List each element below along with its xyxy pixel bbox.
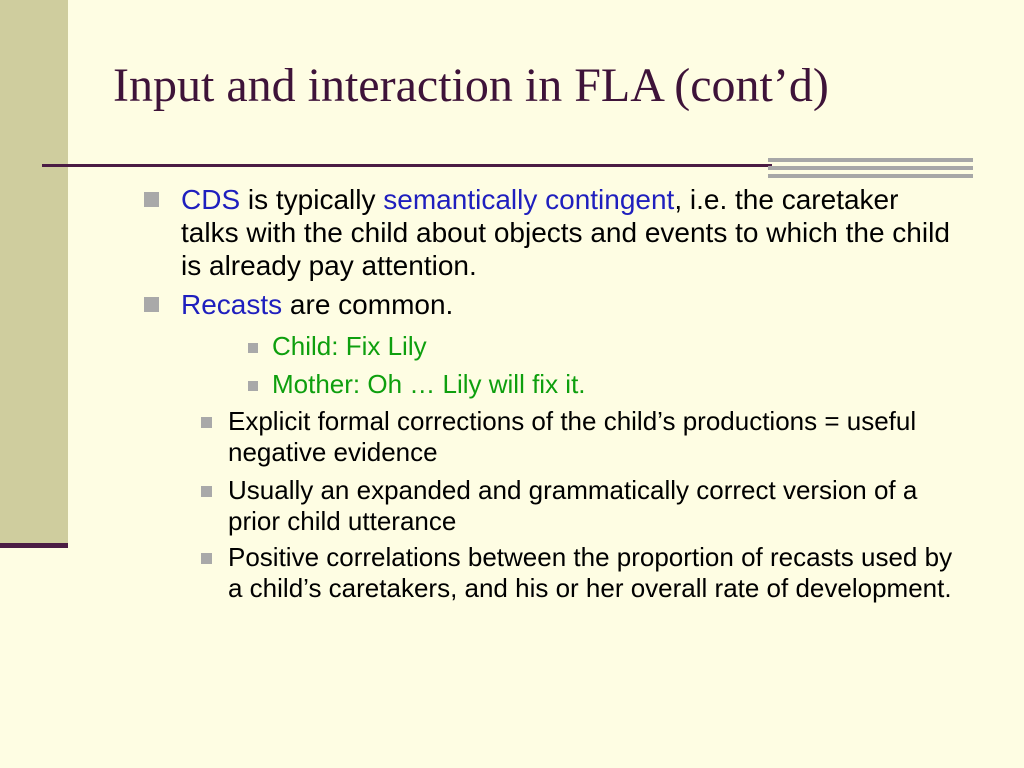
square-bullet-icon [248, 343, 258, 353]
term-semantically-contingent: semantically contingent [383, 184, 675, 215]
sub-bullet-text: Positive correlations between the proportion of recasts used by a child’s caretakers, and his or her overall rate of development. [228, 542, 953, 603]
square-bullet-icon [201, 553, 212, 564]
left-decorative-bar [0, 0, 68, 545]
term-recasts: Recasts [181, 289, 283, 320]
title-divider-line [42, 164, 772, 167]
example-text: Mother: Oh … Lily will fix it. [272, 369, 586, 399]
square-bullet-icon [248, 381, 258, 391]
bullet-recasts [181, 288, 961, 321]
square-bullet-icon [144, 192, 159, 207]
sub-bullet-text: Usually an expanded and grammatically correct version of a prior child utterance [228, 475, 918, 536]
sub-bullet-explicit-corrections [228, 406, 968, 468]
slide-title: Input and interaction in FLA (cont’d) [113, 59, 829, 112]
square-bullet-icon [144, 297, 159, 312]
left-bar-accent-line [0, 543, 68, 548]
bullet-text: is typically [240, 184, 384, 215]
sub-bullet-positive-correlations [228, 542, 968, 604]
divider-accent-stripe [768, 166, 973, 170]
divider-accent-stripe [768, 158, 973, 162]
square-bullet-icon [201, 417, 212, 428]
example-child-line [272, 330, 962, 363]
bullet-cds [181, 183, 961, 282]
sub-bullet-expanded-version [228, 475, 968, 537]
term-cds: CDS [181, 184, 241, 215]
bullet-text: , i.e. the caretaker talks with the child about objects and events to which the child is already pay attention. [181, 184, 950, 281]
example-text: Child: Fix Lily [272, 331, 427, 361]
sub-bullet-text: Explicit formal corrections of the child’s productions = useful negative evidence [228, 406, 917, 467]
square-bullet-icon [201, 486, 212, 497]
example-mother-line [272, 368, 962, 401]
bullet-text: are common. [282, 289, 454, 320]
divider-accent-stripe [768, 174, 973, 178]
